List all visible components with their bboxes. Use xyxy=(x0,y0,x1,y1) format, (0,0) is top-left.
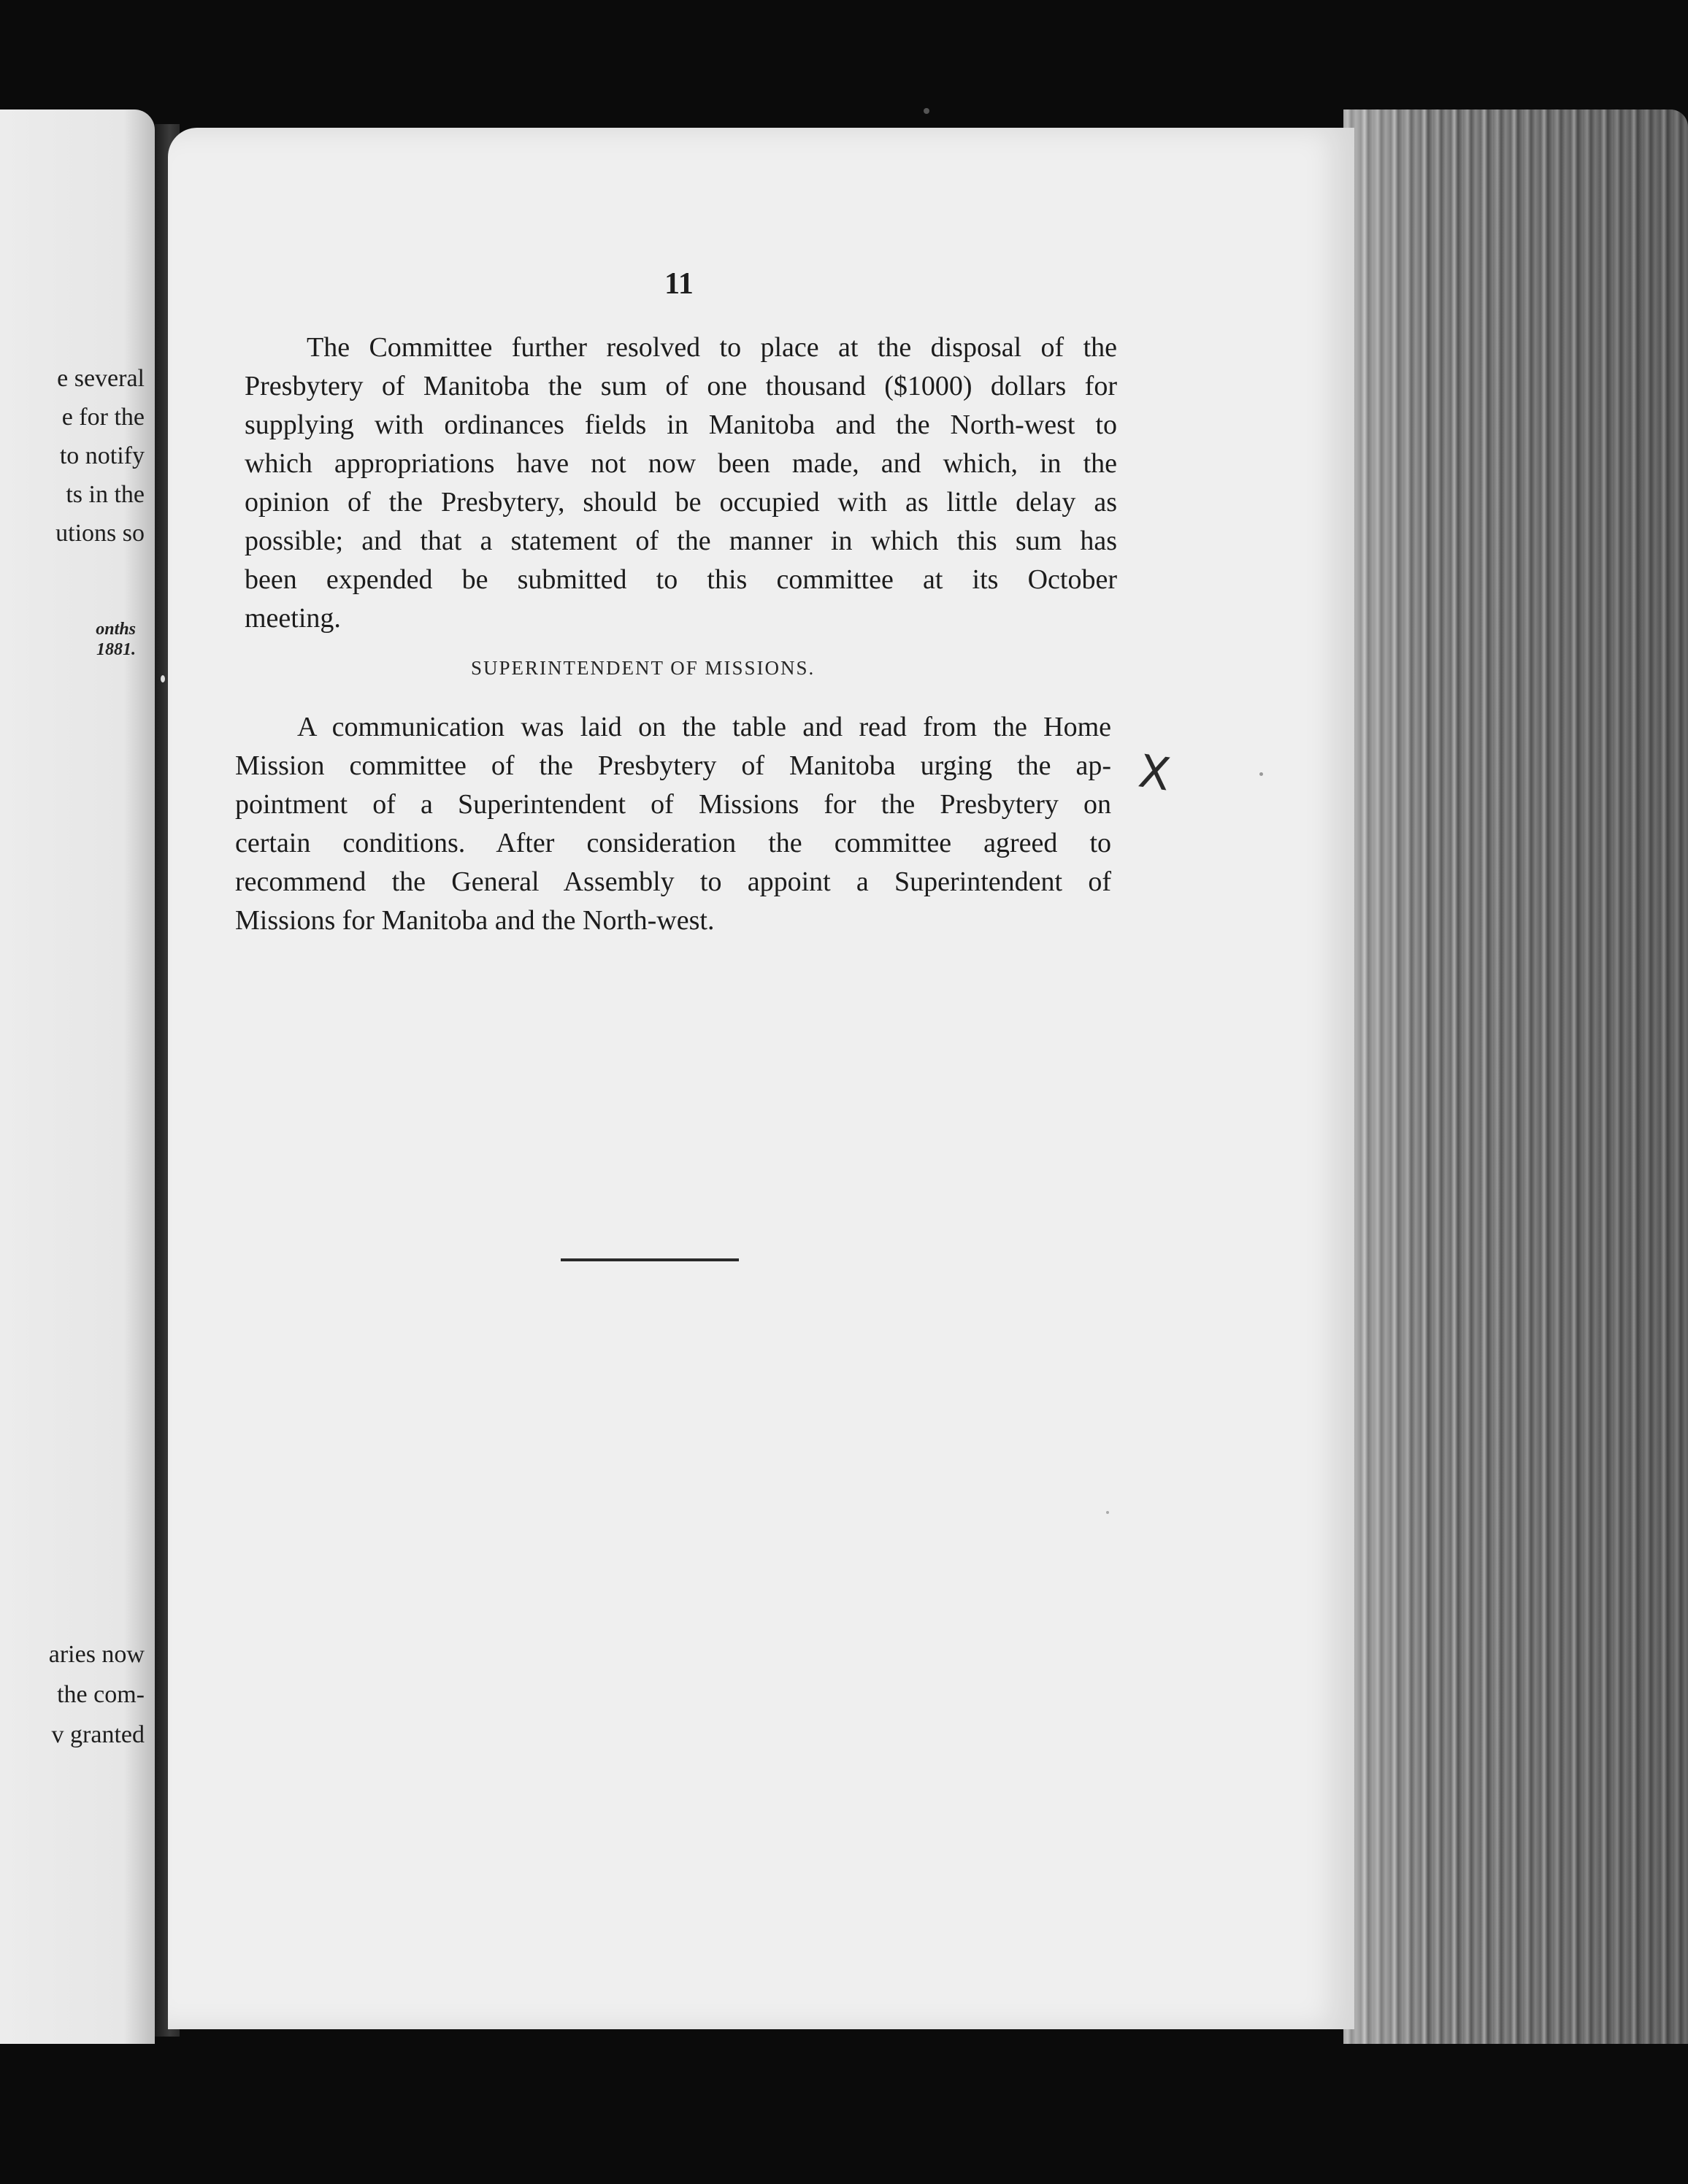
left-text-line: the com- xyxy=(57,1681,145,1708)
dust-speck xyxy=(924,108,929,114)
text-line: been expended be submitted to this committee at its October xyxy=(245,564,1117,595)
left-side-note: 1881. xyxy=(96,640,136,659)
dust-speck xyxy=(1106,1511,1109,1514)
closing-rule xyxy=(561,1258,739,1261)
dust-speck xyxy=(1259,772,1263,776)
paragraph-superintendent xyxy=(235,708,1111,940)
text-line: Missions for Manitoba and the North-west. xyxy=(235,905,715,936)
text-line: Presbytery of Manitoba the sum of one thousand ($1000) dollars for xyxy=(245,371,1117,401)
left-text-line: ts in the xyxy=(66,481,145,508)
text-line: recommend the General Assembly to appoint a Superintendent of xyxy=(235,866,1111,897)
left-text-line: e for the xyxy=(61,404,145,431)
text-line: certain conditions. After consideration the committee agreed to xyxy=(235,828,1111,858)
text-line: meeting. xyxy=(245,603,341,634)
text-line: supplying with ordinances fields in Manitoba and the North-west to xyxy=(245,410,1117,440)
left-text-line: v granted xyxy=(51,1721,145,1748)
left-text-line: aries now xyxy=(48,1641,145,1668)
left-text-line: e several xyxy=(57,365,145,392)
text-line: opinion of the Presbytery, should be occupied with as little delay as xyxy=(245,487,1117,518)
page-edges-shade xyxy=(1343,109,1688,2044)
dust-speck xyxy=(161,675,165,682)
left-side-note: onths xyxy=(96,620,136,639)
page-number: 11 xyxy=(664,267,694,301)
left-page xyxy=(0,109,155,2044)
left-text-line: to notify xyxy=(59,442,145,469)
text-line: possible; and that a statement of the manner in which this sum has xyxy=(245,526,1117,556)
text-line: The Committee further resolved to place at the disposal of the xyxy=(307,332,1117,363)
text-line: Mission committee of the Presbytery of Manitoba urging the ap- xyxy=(235,750,1111,781)
text-line: pointment of a Superintendent of Missions for the Presbytery on xyxy=(235,789,1111,820)
section-heading: SUPERINTENDENT OF MISSIONS. xyxy=(471,657,816,679)
paragraph-funding xyxy=(245,328,1117,638)
handwritten-margin-mark: X xyxy=(1135,744,1174,801)
text-line: which appropriations have not now been made, and which, in the xyxy=(245,448,1117,479)
text-line: A communication was laid on the table and read from the Home xyxy=(297,712,1111,742)
left-text-line: utions so xyxy=(55,520,145,547)
